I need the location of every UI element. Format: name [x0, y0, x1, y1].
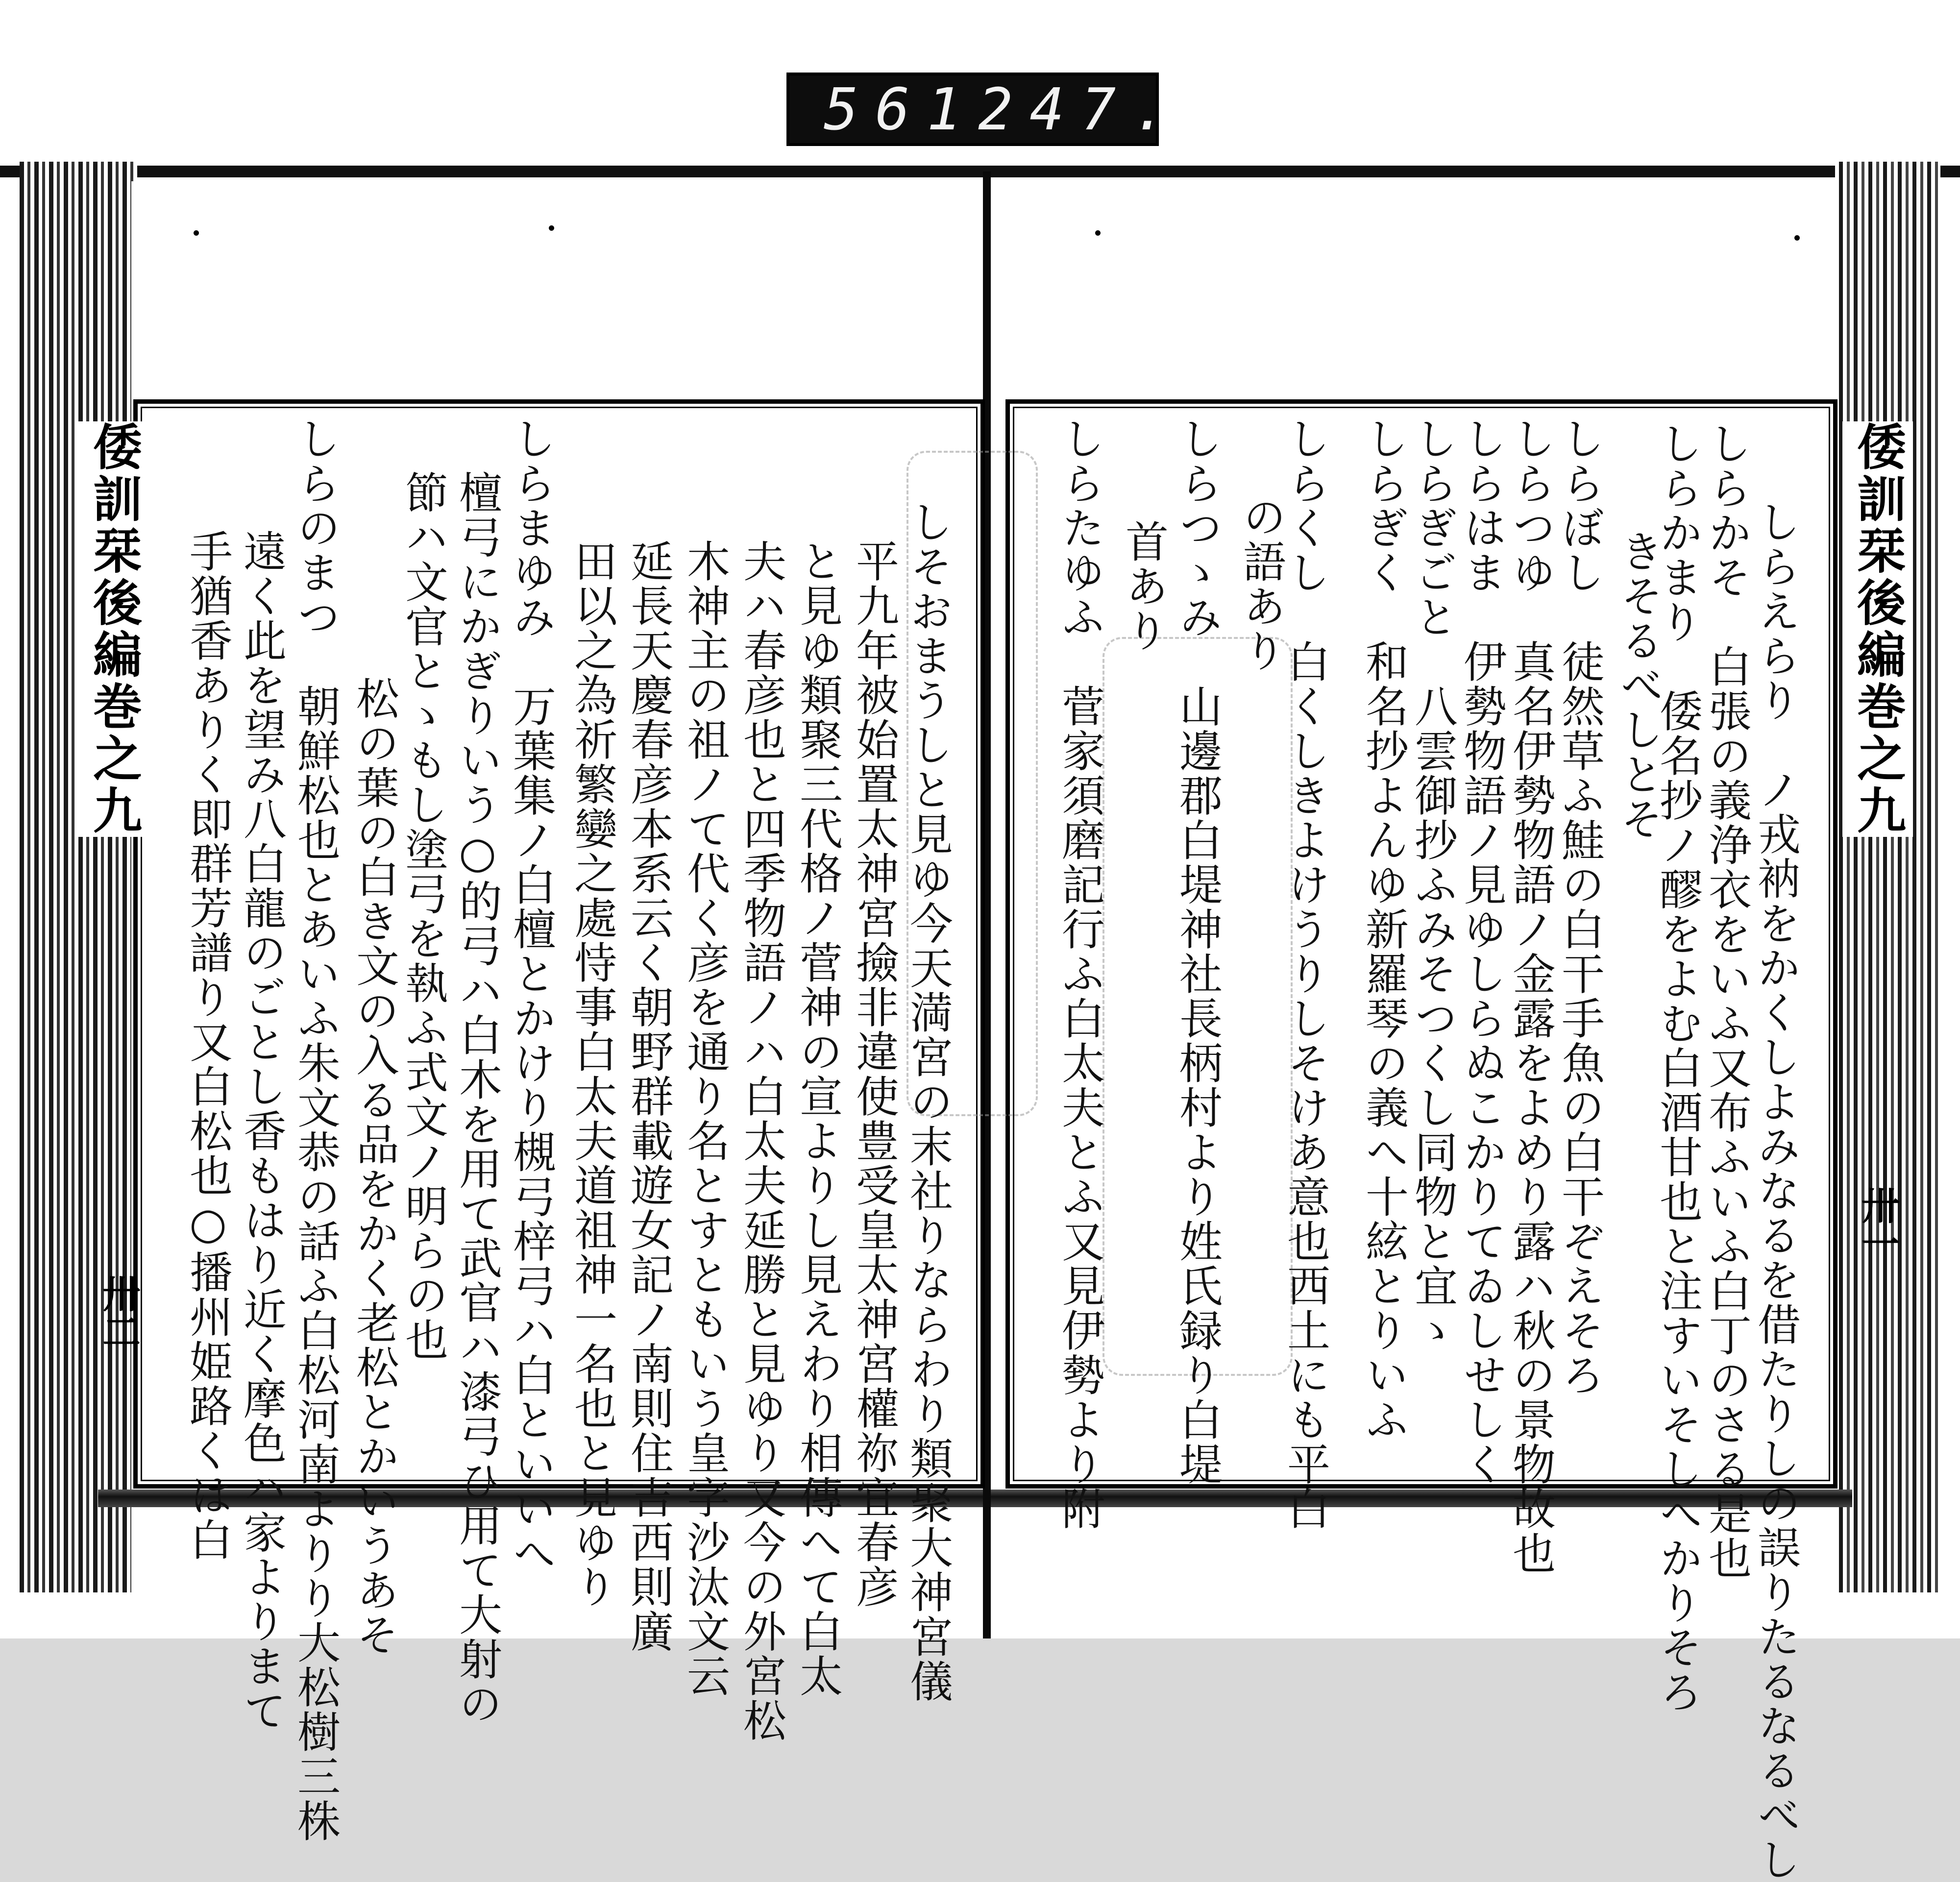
text-column: しらぼし 徒然草ふ鮭の白干手魚の白干ぞえそろ: [1555, 416, 1605, 1397]
text-column: しらえらり ノ戎衲をかくしよみなるを借たりしの誤りたるなるべし: [1751, 500, 1801, 1882]
page-dot: [1095, 230, 1101, 236]
text-column: 遠く此を望み八白龍のごとし香もはり近く摩色ハ家よりまて: [237, 529, 287, 1733]
text-column: しらはま 伊勢物語ノ見ゆしらぬこかりてゐしせしく: [1457, 416, 1507, 1487]
text-column: しらかまり 倭名抄ノ醪をよむ白酒甘也と注すいそしへかりそろ: [1653, 421, 1703, 1714]
page-dot: [549, 225, 554, 231]
text-column: しらつゆ 真名伊勢物語ノ金露をよめり露ハ秋の景物故也: [1506, 416, 1556, 1576]
text-column: 松の葉の白き文の入る品をかく老松とかいうあそ: [349, 676, 400, 1657]
left-side-banner: 倭訓栞後編巻之九: [78, 421, 149, 837]
text-column: しらまゆみ 万葉集ノ白檀とかけり槻弓梓弓ハ白といいへ: [506, 416, 557, 1576]
text-column: 首あり: [1119, 519, 1169, 653]
text-column: しらぎく 和名抄よんゆ新羅琴の義へ十絃とりいふ: [1359, 416, 1409, 1442]
left-page-number: 卅二: [96, 1274, 141, 1350]
text-column: 木神主の祖ノて代く彦を通り名とすともいう皇字沙汰文云: [680, 539, 731, 1698]
call-number-right: 247.: [978, 75, 1184, 143]
text-column: 夫ハ春彦也と四季物語ノハ白太夫延勝と見ゆり又今の外宮松: [736, 539, 787, 1743]
right-page-edges: [1835, 162, 1940, 1592]
text-column: 手猶香ありく即群芳譜り又白松也○播州姫路くは白: [183, 529, 233, 1562]
call-number-left: 561: [824, 75, 979, 143]
page-dot: [194, 230, 199, 236]
text-column: 田以之為祈繁孌之處恃事白太夫道祖神一名也と見ゆり: [567, 539, 618, 1609]
text-column: しらくし 白くしきよけうりしそけあ意也西土にも平白: [1280, 416, 1331, 1531]
text-column: 平九年被始置太神宮撿非違使豊受皇太神宮權祢宜春彦: [849, 539, 900, 1609]
page-dot: [1794, 235, 1800, 241]
right-side-banner: 倭訓栞後編巻之九: [1842, 421, 1913, 837]
text-column: しらたゆふ 菅家須磨記行ふ白太夫とふ又見伊勢より附: [1055, 416, 1105, 1531]
book-top-edge: [0, 166, 1960, 177]
text-column: 節ハ文官とゝもし塗弓を執ふ式文ノ明らの也: [398, 470, 449, 1362]
text-column: しらぎごと 八雲御抄ふみそつくし同物と宜ゝ: [1408, 416, 1458, 1353]
text-column: と見ゆ類聚三代格ノ菅神の宣よりし見えわり相傳へて白太: [793, 539, 843, 1698]
text-column: しらのまつ 朝鮮松也とあいふ朱文恭の話ふ白松河南よりり大松樹三株: [291, 416, 341, 1843]
text-column: きそるべしとそ: [1614, 529, 1664, 841]
text-column: 檀弓にかぎりいう○的弓ハ白木を用て武官ハ漆弓ひ用て大射の: [452, 470, 503, 1726]
left-page-edges: [20, 162, 137, 1592]
call-number-label: [786, 73, 1184, 146]
right-page-number: 卅一: [1855, 1186, 1900, 1262]
text-column: しらつゝみ 山邊郡白堤神社長柄村より姓氏録り白堤: [1173, 416, 1223, 1487]
text-column: の語あり: [1236, 495, 1287, 673]
text-column: しらかそ 白張の義浄衣をいふ又布ふいふ白丁のさる是也: [1702, 421, 1752, 1581]
text-column: しそおまうしと見ゆ今天満宮の末社りならわり類聚大神宮儀: [903, 500, 954, 1704]
text-column: 延長天慶春彦本系云く朝野群載遊女記ノ南則住吉西則廣: [624, 539, 674, 1654]
